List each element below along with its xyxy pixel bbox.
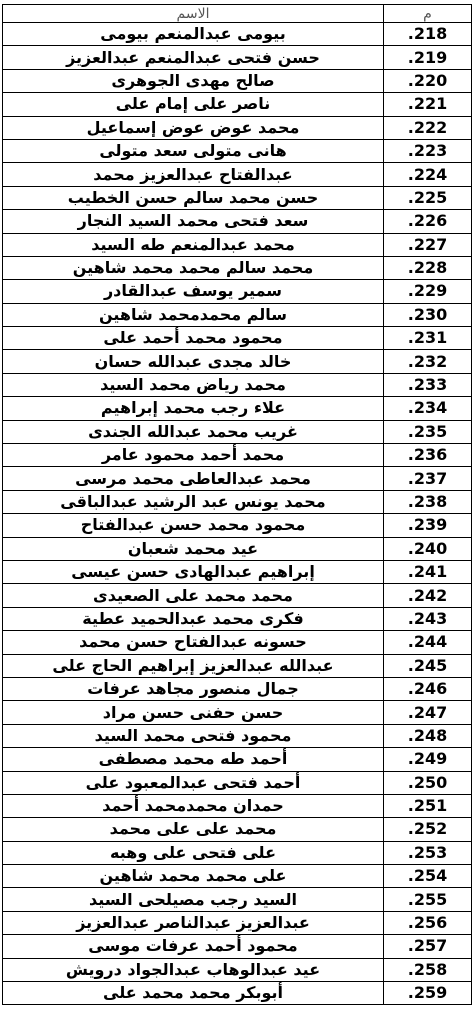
row-number-cell: .220: [384, 69, 472, 92]
row-number-cell: .229: [384, 280, 472, 303]
table-row: [3, 584, 472, 607]
row-name-cell: محمود أحمد عرفات موسى: [3, 935, 384, 958]
table-row: [3, 280, 472, 303]
row-number-cell: .240: [384, 537, 472, 560]
table-row: [3, 771, 472, 794]
roster-table-header: [3, 5, 472, 23]
row-name-cell: جمال منصور مجاهد عرفات: [3, 677, 384, 700]
row-name-cell: محمد محمد على الصعيدى: [3, 584, 384, 607]
row-number-cell: .250: [384, 771, 472, 794]
table-row: [3, 724, 472, 747]
row-number-cell: .241: [384, 560, 472, 583]
table-row: [3, 677, 472, 700]
row-number-cell: .248: [384, 724, 472, 747]
row-number-cell: .249: [384, 748, 472, 771]
table-row: [3, 350, 472, 373]
row-name-cell: محمد عبدالمنعم طه السيد: [3, 233, 384, 256]
table-row: [3, 303, 472, 326]
row-name-cell: عيد عبدالوهاب عبدالجواد درويش: [3, 958, 384, 981]
table-row: [3, 46, 472, 69]
table-row: [3, 444, 472, 467]
row-name-cell: محمود فتحى محمد السيد: [3, 724, 384, 747]
row-name-cell: سالم محمدمحمد شاهين: [3, 303, 384, 326]
row-number-cell: .218: [384, 23, 472, 46]
table-row: [3, 631, 472, 654]
row-name-cell: إبراهيم عبدالهادى حسن عيسى: [3, 560, 384, 583]
row-number-cell: .251: [384, 794, 472, 817]
table-row: [3, 982, 472, 1005]
row-number-cell: .254: [384, 865, 472, 888]
row-name-cell: خالد مجدى عبدالله حسان: [3, 350, 384, 373]
table-row: [3, 327, 472, 350]
row-name-cell: محمد يونس عبد الرشيد عبدالباقى: [3, 490, 384, 513]
row-number-cell: .258: [384, 958, 472, 981]
table-row: [3, 139, 472, 162]
row-name-cell: غريب محمد عبدالله الجندى: [3, 420, 384, 443]
row-number-cell: .239: [384, 514, 472, 537]
row-number-cell: .247: [384, 701, 472, 724]
row-number-cell: .221: [384, 93, 472, 116]
row-name-cell: أحمد فتحى عبدالمعبود على: [3, 771, 384, 794]
row-number-cell: .235: [384, 420, 472, 443]
table-row: [3, 514, 472, 537]
row-number-cell: .232: [384, 350, 472, 373]
table-row: [3, 865, 472, 888]
row-number-cell: .225: [384, 186, 472, 209]
table-row: [3, 93, 472, 116]
row-name-cell: بيومى عبدالمنعم بيومى: [3, 23, 384, 46]
table-row: [3, 373, 472, 396]
roster-sheet: [2, 4, 471, 1005]
table-row: [3, 210, 472, 233]
row-number-cell: .236: [384, 444, 472, 467]
table-row: [3, 186, 472, 209]
row-name-cell: محمود محمد أحمد على: [3, 327, 384, 350]
row-number-cell: .234: [384, 397, 472, 420]
row-name-cell: علاء رجب محمد إبراهيم: [3, 397, 384, 420]
row-number-cell: .219: [384, 46, 472, 69]
row-name-cell: على فتحى على وهبه: [3, 841, 384, 864]
table-row: [3, 654, 472, 677]
row-name-cell: محمد سالم محمد محمد شاهين: [3, 256, 384, 279]
row-name-cell: حسن حفنى حسن مراد: [3, 701, 384, 724]
row-name-cell: فكرى محمد عبدالحميد عطية: [3, 607, 384, 630]
table-row: [3, 256, 472, 279]
row-number-cell: .222: [384, 116, 472, 139]
row-number-cell: .244: [384, 631, 472, 654]
row-name-cell: محمد رياض محمد السيد: [3, 373, 384, 396]
row-name-cell: صالح مهدى الجوهرى: [3, 69, 384, 92]
row-name-cell: هانى متولى سعد متولى: [3, 139, 384, 162]
row-number-cell: .237: [384, 467, 472, 490]
table-row: [3, 116, 472, 139]
row-name-cell: ناصر على إمام على: [3, 93, 384, 116]
row-name-cell: محمد على على محمد: [3, 818, 384, 841]
row-name-cell: محمد أحمد محمود عامر: [3, 444, 384, 467]
row-name-cell: عبدالله عبدالعزيز إبراهيم الحاج على: [3, 654, 384, 677]
row-number-cell: .243: [384, 607, 472, 630]
row-name-cell: حسن فتحى عبدالمنعم عبدالعزيز: [3, 46, 384, 69]
row-number-cell: .223: [384, 139, 472, 162]
row-number-cell: .252: [384, 818, 472, 841]
table-row: [3, 397, 472, 420]
table-row: [3, 888, 472, 911]
row-number-cell: .228: [384, 256, 472, 279]
row-number-cell: .259: [384, 982, 472, 1005]
row-name-cell: حسن محمد سالم حسن الخطيب: [3, 186, 384, 209]
row-number-cell: .231: [384, 327, 472, 350]
row-number-cell: .245: [384, 654, 472, 677]
table-row: [3, 233, 472, 256]
name-column-header: الاسم: [3, 5, 384, 23]
table-row: [3, 748, 472, 771]
table-row: [3, 560, 472, 583]
table-row: [3, 794, 472, 817]
table-row: [3, 818, 472, 841]
row-number-cell: .227: [384, 233, 472, 256]
row-name-cell: محمود محمد حسن عبدالفتاح: [3, 514, 384, 537]
row-number-cell: .242: [384, 584, 472, 607]
table-row: [3, 467, 472, 490]
row-number-cell: .226: [384, 210, 472, 233]
table-row: [3, 420, 472, 443]
table-row: [3, 69, 472, 92]
header-row: [3, 5, 472, 23]
table-row: [3, 537, 472, 560]
table-row: [3, 701, 472, 724]
row-number-cell: .233: [384, 373, 472, 396]
number-column-header: م: [384, 5, 472, 23]
row-number-cell: .256: [384, 911, 472, 934]
row-name-cell: محمد عبدالعاطى محمد مرسى: [3, 467, 384, 490]
row-name-cell: محمد عوض عوض إسماعيل: [3, 116, 384, 139]
row-name-cell: أبوبكر محمد محمد على: [3, 982, 384, 1005]
roster-table: [2, 4, 472, 1005]
row-number-cell: .253: [384, 841, 472, 864]
roster-table-body: [3, 23, 472, 1005]
table-row: [3, 163, 472, 186]
row-name-cell: سمير يوسف عبدالقادر: [3, 280, 384, 303]
row-name-cell: عبدالفتاح عبدالعزيز محمد: [3, 163, 384, 186]
row-number-cell: .257: [384, 935, 472, 958]
table-row: [3, 23, 472, 46]
table-row: [3, 911, 472, 934]
row-number-cell: .224: [384, 163, 472, 186]
row-name-cell: حسونه عبدالفتاح حسن محمد: [3, 631, 384, 654]
table-row: [3, 935, 472, 958]
row-name-cell: أحمد طه محمد مصطفى: [3, 748, 384, 771]
table-row: [3, 607, 472, 630]
table-row: [3, 841, 472, 864]
row-name-cell: عبدالعزيز عبدالناصر عبدالعزيز: [3, 911, 384, 934]
row-name-cell: السيد رجب مصيلحى السيد: [3, 888, 384, 911]
row-number-cell: .238: [384, 490, 472, 513]
row-number-cell: .255: [384, 888, 472, 911]
row-name-cell: على محمد محمد شاهين: [3, 865, 384, 888]
row-number-cell: .230: [384, 303, 472, 326]
table-row: [3, 490, 472, 513]
table-row: [3, 958, 472, 981]
row-name-cell: عيد محمد شعبان: [3, 537, 384, 560]
row-name-cell: حمدان محمدمحمد أحمد: [3, 794, 384, 817]
row-name-cell: سعد فتحى محمد السيد النجار: [3, 210, 384, 233]
row-number-cell: .246: [384, 677, 472, 700]
